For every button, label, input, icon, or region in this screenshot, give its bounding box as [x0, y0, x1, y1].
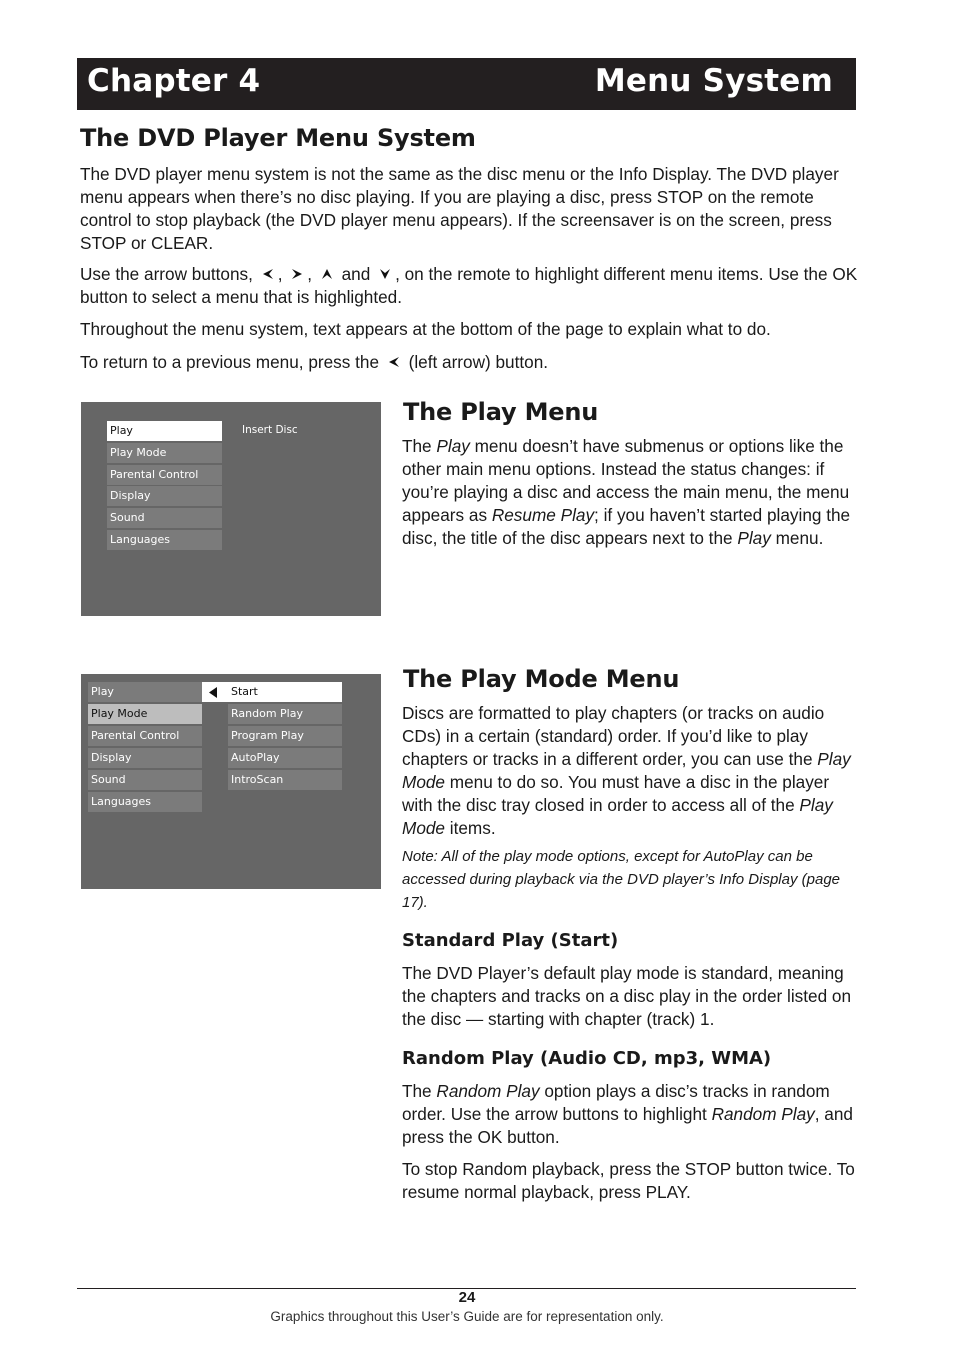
menu-item-play-mode[interactable]: Play Mode [88, 704, 202, 724]
submenu-item-random-play[interactable]: Random Play [228, 704, 342, 724]
play-mode-heading: The Play Mode Menu [403, 665, 680, 693]
menu-item-languages[interactable]: Languages [107, 530, 222, 550]
submenu-item-autoplay[interactable]: AutoPlay [228, 748, 342, 768]
menu-item-languages[interactable]: Languages [88, 792, 202, 812]
footer-note: Graphics throughout this User’s Guide are for representation only. [270, 1309, 664, 1324]
random-play-heading: Random Play (Audio CD, mp3, WMA) [402, 1048, 772, 1069]
left-arrow-icon [261, 267, 275, 281]
chapter-title: Menu System [594, 63, 833, 99]
menu-item-parental-control[interactable]: Parental Control [107, 465, 222, 485]
submenu-item-introscan[interactable]: IntroScan [228, 770, 342, 790]
right-arrow-icon [290, 267, 304, 281]
chapter-label: Chapter 4 [87, 63, 261, 99]
play-menu-screenshot [81, 402, 381, 616]
play-mode-menu-screenshot [81, 674, 381, 889]
page-number: 24 [458, 1289, 476, 1306]
menu-item-play[interactable]: Play [107, 421, 222, 441]
random-play-paragraph-1: The Random Play option plays a disc’s tracks in random order. Use the arrow buttons to highlight Random Play, and press the OK button. [402, 1081, 853, 1147]
play-mode-paragraph: Discs are formatted to play chapters (or tracks on audio CDs) in a certain (standard) order. If you’d like to play chapters or tracks in a different order, you can use the Play Mode menu to do so. You must have a disc in the player with the disc tray closed in order to access all of the Play Mode items. [402, 703, 851, 838]
dvd-menu-paragraph-1: The DVD player menu system is not the same as the disc menu or the Info Display. The DVD player menu appears when there’s no disc playing. If you are playing a disc, press STOP on the remote control to stop playback (the DVD player menu appears). If the screensaver is on the screen, press STOP or CLEAR. [80, 164, 839, 253]
submenu-arrow-cell [202, 682, 228, 702]
dvd-menu-heading: The DVD Player Menu System [80, 124, 476, 152]
submenu-item-program-play[interactable]: Program Play [228, 726, 342, 746]
left-arrow-icon [387, 355, 401, 369]
play-mode-note: Note: All of the play mode options, except for AutoPlay can be accessed during playback via the DVD player’s Info Display (page 17). [402, 848, 841, 911]
menu-item-sound[interactable]: Sound [107, 508, 222, 528]
chapter-header [77, 58, 856, 110]
dvd-menu-paragraph-3: Throughout the menu system, text appears at the bottom of the page to explain what to do. [80, 319, 771, 339]
down-arrow-icon [378, 267, 392, 281]
standard-play-paragraph: The DVD Player’s default play mode is standard, meaning the chapters and tracks on a disc play in the order listed on the disc — starting with chapter (track) 1. [402, 963, 852, 1029]
menu-item-display[interactable]: Display [107, 486, 222, 506]
menu-item-sound[interactable]: Sound [88, 770, 202, 790]
dvd-menu-paragraph-2: Use the arrow buttons, , , and , on the remote to highlight different menu items. Use the OK button to select a menu that is highlighted. [80, 264, 858, 307]
left-triangle-icon [209, 687, 218, 698]
play-menu-heading: The Play Menu [403, 398, 599, 426]
menu-item-play-mode[interactable]: Play Mode [107, 443, 222, 463]
menu-item-parental-control[interactable]: Parental Control [88, 726, 202, 746]
up-arrow-icon [320, 267, 334, 281]
status-insert-disc: Insert Disc [242, 424, 298, 436]
menu-item-display[interactable]: Display [88, 748, 202, 768]
play-menu-paragraph: The Play menu doesn’t have submenus or options like the other main menu options. Instead the status changes: if you’re playing a disc and access the main menu, the menu appears as Resume Play; if you haven’t started playing the disc, the title of the disc appears next to the Play menu. [402, 436, 851, 548]
random-play-paragraph-2: To stop Random playback, press the STOP button twice. To resume normal playback, press PLAY. [402, 1159, 855, 1202]
standard-play-heading: Standard Play (Start) [402, 930, 619, 951]
dvd-menu-paragraph-4: To return to a previous menu, press the (left arrow) button. [80, 352, 549, 372]
menu-item-play[interactable]: Play [88, 682, 202, 702]
submenu-item-start[interactable]: Start [228, 682, 342, 702]
